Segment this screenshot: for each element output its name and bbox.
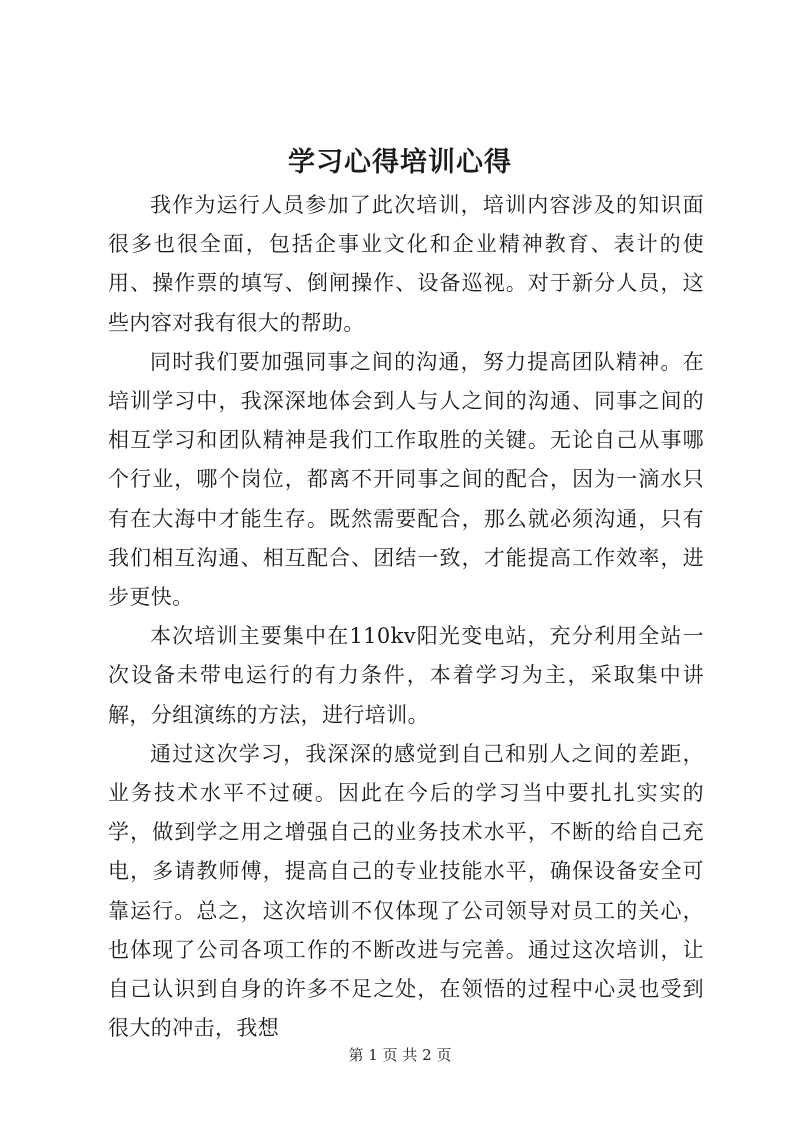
document-body — [108, 186, 704, 1048]
paragraph-1: 我作为运行人员参加了此次培训，培训内容涉及的知识面很多也很全面，包括企事业文化和企业精神教育、表计的使用、操作票的填写、倒闸操作、设备巡视。对于新分人员，这些内容对我有很大的帮助。 — [108, 193, 704, 335]
paragraph-4: 通过这次学习，我深深的感觉到自己和别人之间的差距，业务技术水平不过硬。因此在今后的学习当中要扎扎实实的学，做到学之用之增强自己的业务技术水平，不断的给自己充电，多请教师傅，提高自己的专业技能水平，确保设备安全可靠运行。总之，这次培训不仅体现了公司领导对员工的关心，也体现了公司各项工作的不断改进与完善。通过这次培训，让自己认识到自身的许多不足之处，在领悟的过程中心灵也受到很大的冲击，我想 — [108, 741, 704, 1041]
paragraph-3: 本次培训主要集中在110kv阳光变电站，充分利用全站一次设备未带电运行的有力条件，本着学习为主，采取集中讲解，分组演练的方法，进行培训。 — [108, 624, 704, 727]
page-number-footer: 第 1 页 共 2 页 — [348, 1046, 452, 1064]
paragraph-2: 同时我们要加强同事之间的沟通，努力提高团队精神。在培训学习中，我深深地体会到人与人之间的沟通、同事之间的相互学习和团队精神是我们工作取胜的关键。无论自己从事哪个行业，哪个岗位，都离不开同事之间的配合，因为一滴水只有在大海中才能生存。既然需要配合，那么就必须沟通，只有我们相互沟通、相互配合、团结一致，才能提高工作效率，进步更快。 — [108, 349, 704, 610]
document-title: 学习心得培训心得 — [288, 147, 512, 178]
